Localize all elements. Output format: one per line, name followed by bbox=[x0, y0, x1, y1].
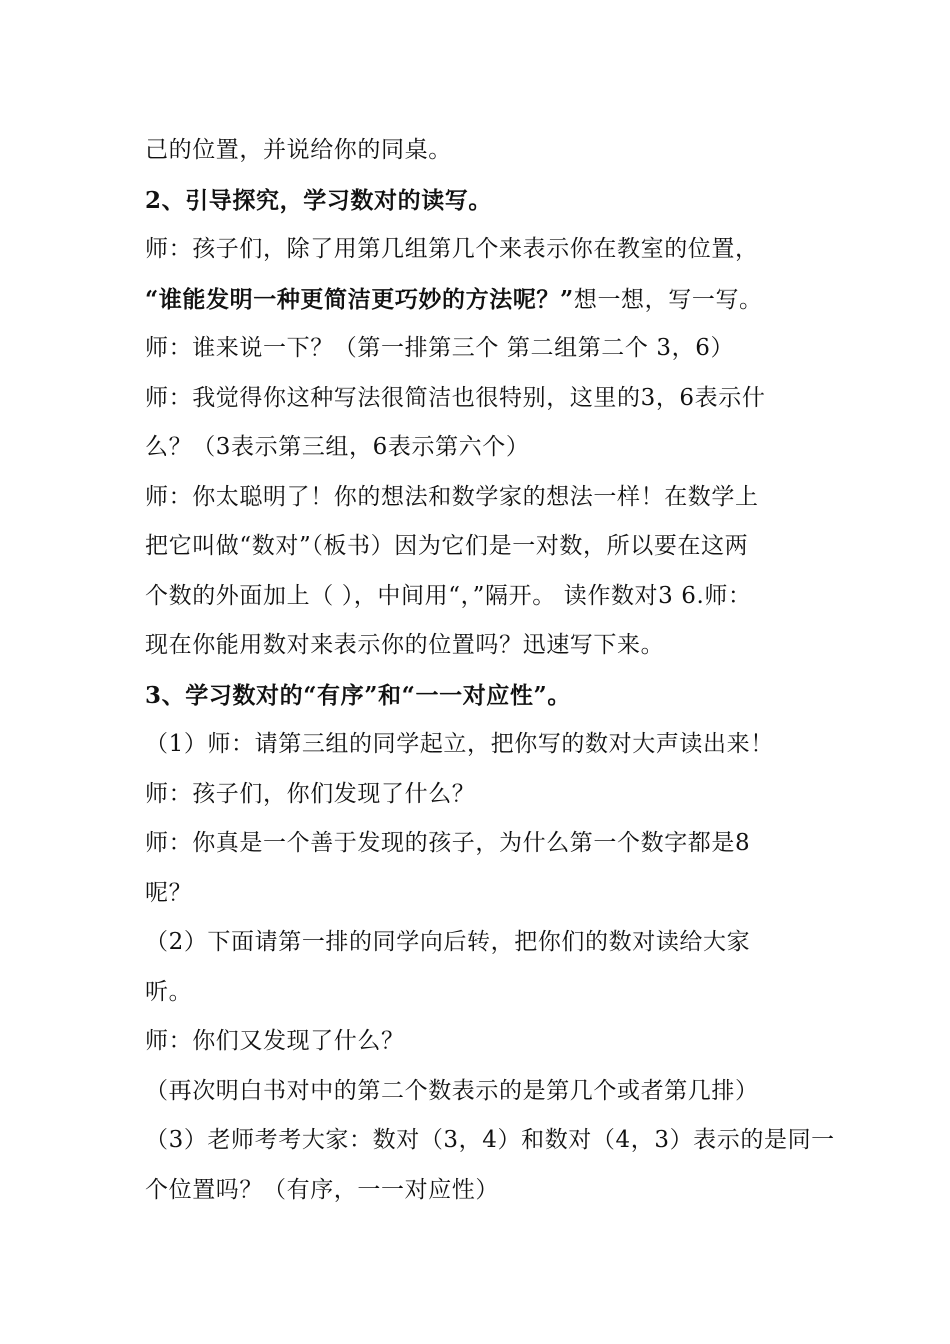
normal-text: 想一想，写一写。 bbox=[573, 286, 763, 313]
paragraph-line-mixed bbox=[145, 275, 835, 325]
paragraph-line: 师：我觉得你这种写法很简洁也很特别，这里的3，6表示什 bbox=[145, 384, 766, 411]
bold-quote: “谁能发明一种更简洁更巧妙的方法呢？” bbox=[145, 285, 574, 313]
paragraph-line: 个数的外面加上（ ），中间用“，”隔开。 读作数对3 6.师： bbox=[145, 582, 752, 609]
paragraph-line: 师：孩子们，你们发现了什么？ bbox=[145, 780, 476, 807]
paragraph-line: 师：你们又发现了什么？ bbox=[145, 1028, 405, 1054]
paragraph-line: （2）下面请第一排的同学向后转，把你们的数对读给大家 bbox=[145, 929, 751, 955]
document-body bbox=[145, 126, 835, 1215]
paragraph-line: 把它叫做“数对”（板书）因为它们是一对数，所以要在这两 bbox=[145, 533, 749, 559]
paragraph-line: 现在你能用数对来表示你的位置吗？迅速写下来。 bbox=[145, 632, 665, 658]
paragraph-line: 己的位置，并说给你的同桌。 bbox=[145, 137, 452, 163]
paragraph-line: （再次明白书对中的第二个数表示的是第几个或者第几排） bbox=[145, 1077, 759, 1104]
paragraph-line: （3）老师考考大家：数对（3，4）和数对（4，3）表示的是同一 bbox=[145, 1127, 835, 1153]
section-heading: 3、学习数对的“有序”和“一一对应性”。 bbox=[145, 681, 571, 709]
paragraph-line: 听。 bbox=[145, 978, 193, 1005]
paragraph-line: 师：谁来说一下？（第一排第三个 第二组第二个 3，6） bbox=[145, 335, 735, 361]
paragraph-line: （1）师：请第三组的同学起立，把你写的数对大声读出来！ bbox=[145, 731, 774, 757]
paragraph-line: 师：你真是一个善于发现的孩子，为什么第一个数字都是8 bbox=[145, 830, 751, 856]
section-heading: 2、引导探究，学习数对的读写。 bbox=[145, 186, 493, 214]
paragraph-line: 个位置吗？（有序，一一对应性） bbox=[145, 1176, 499, 1203]
paragraph-line: 师：孩子们，除了用第几组第几个来表示你在教室的位置， bbox=[145, 236, 759, 262]
paragraph-line: 呢？ bbox=[145, 879, 193, 906]
paragraph-line: 师：你太聪明了！你的想法和数学家的想法一样！在数学上 bbox=[145, 483, 759, 510]
paragraph-line: 么？（3表示第三组，6表示第六个） bbox=[145, 434, 530, 460]
